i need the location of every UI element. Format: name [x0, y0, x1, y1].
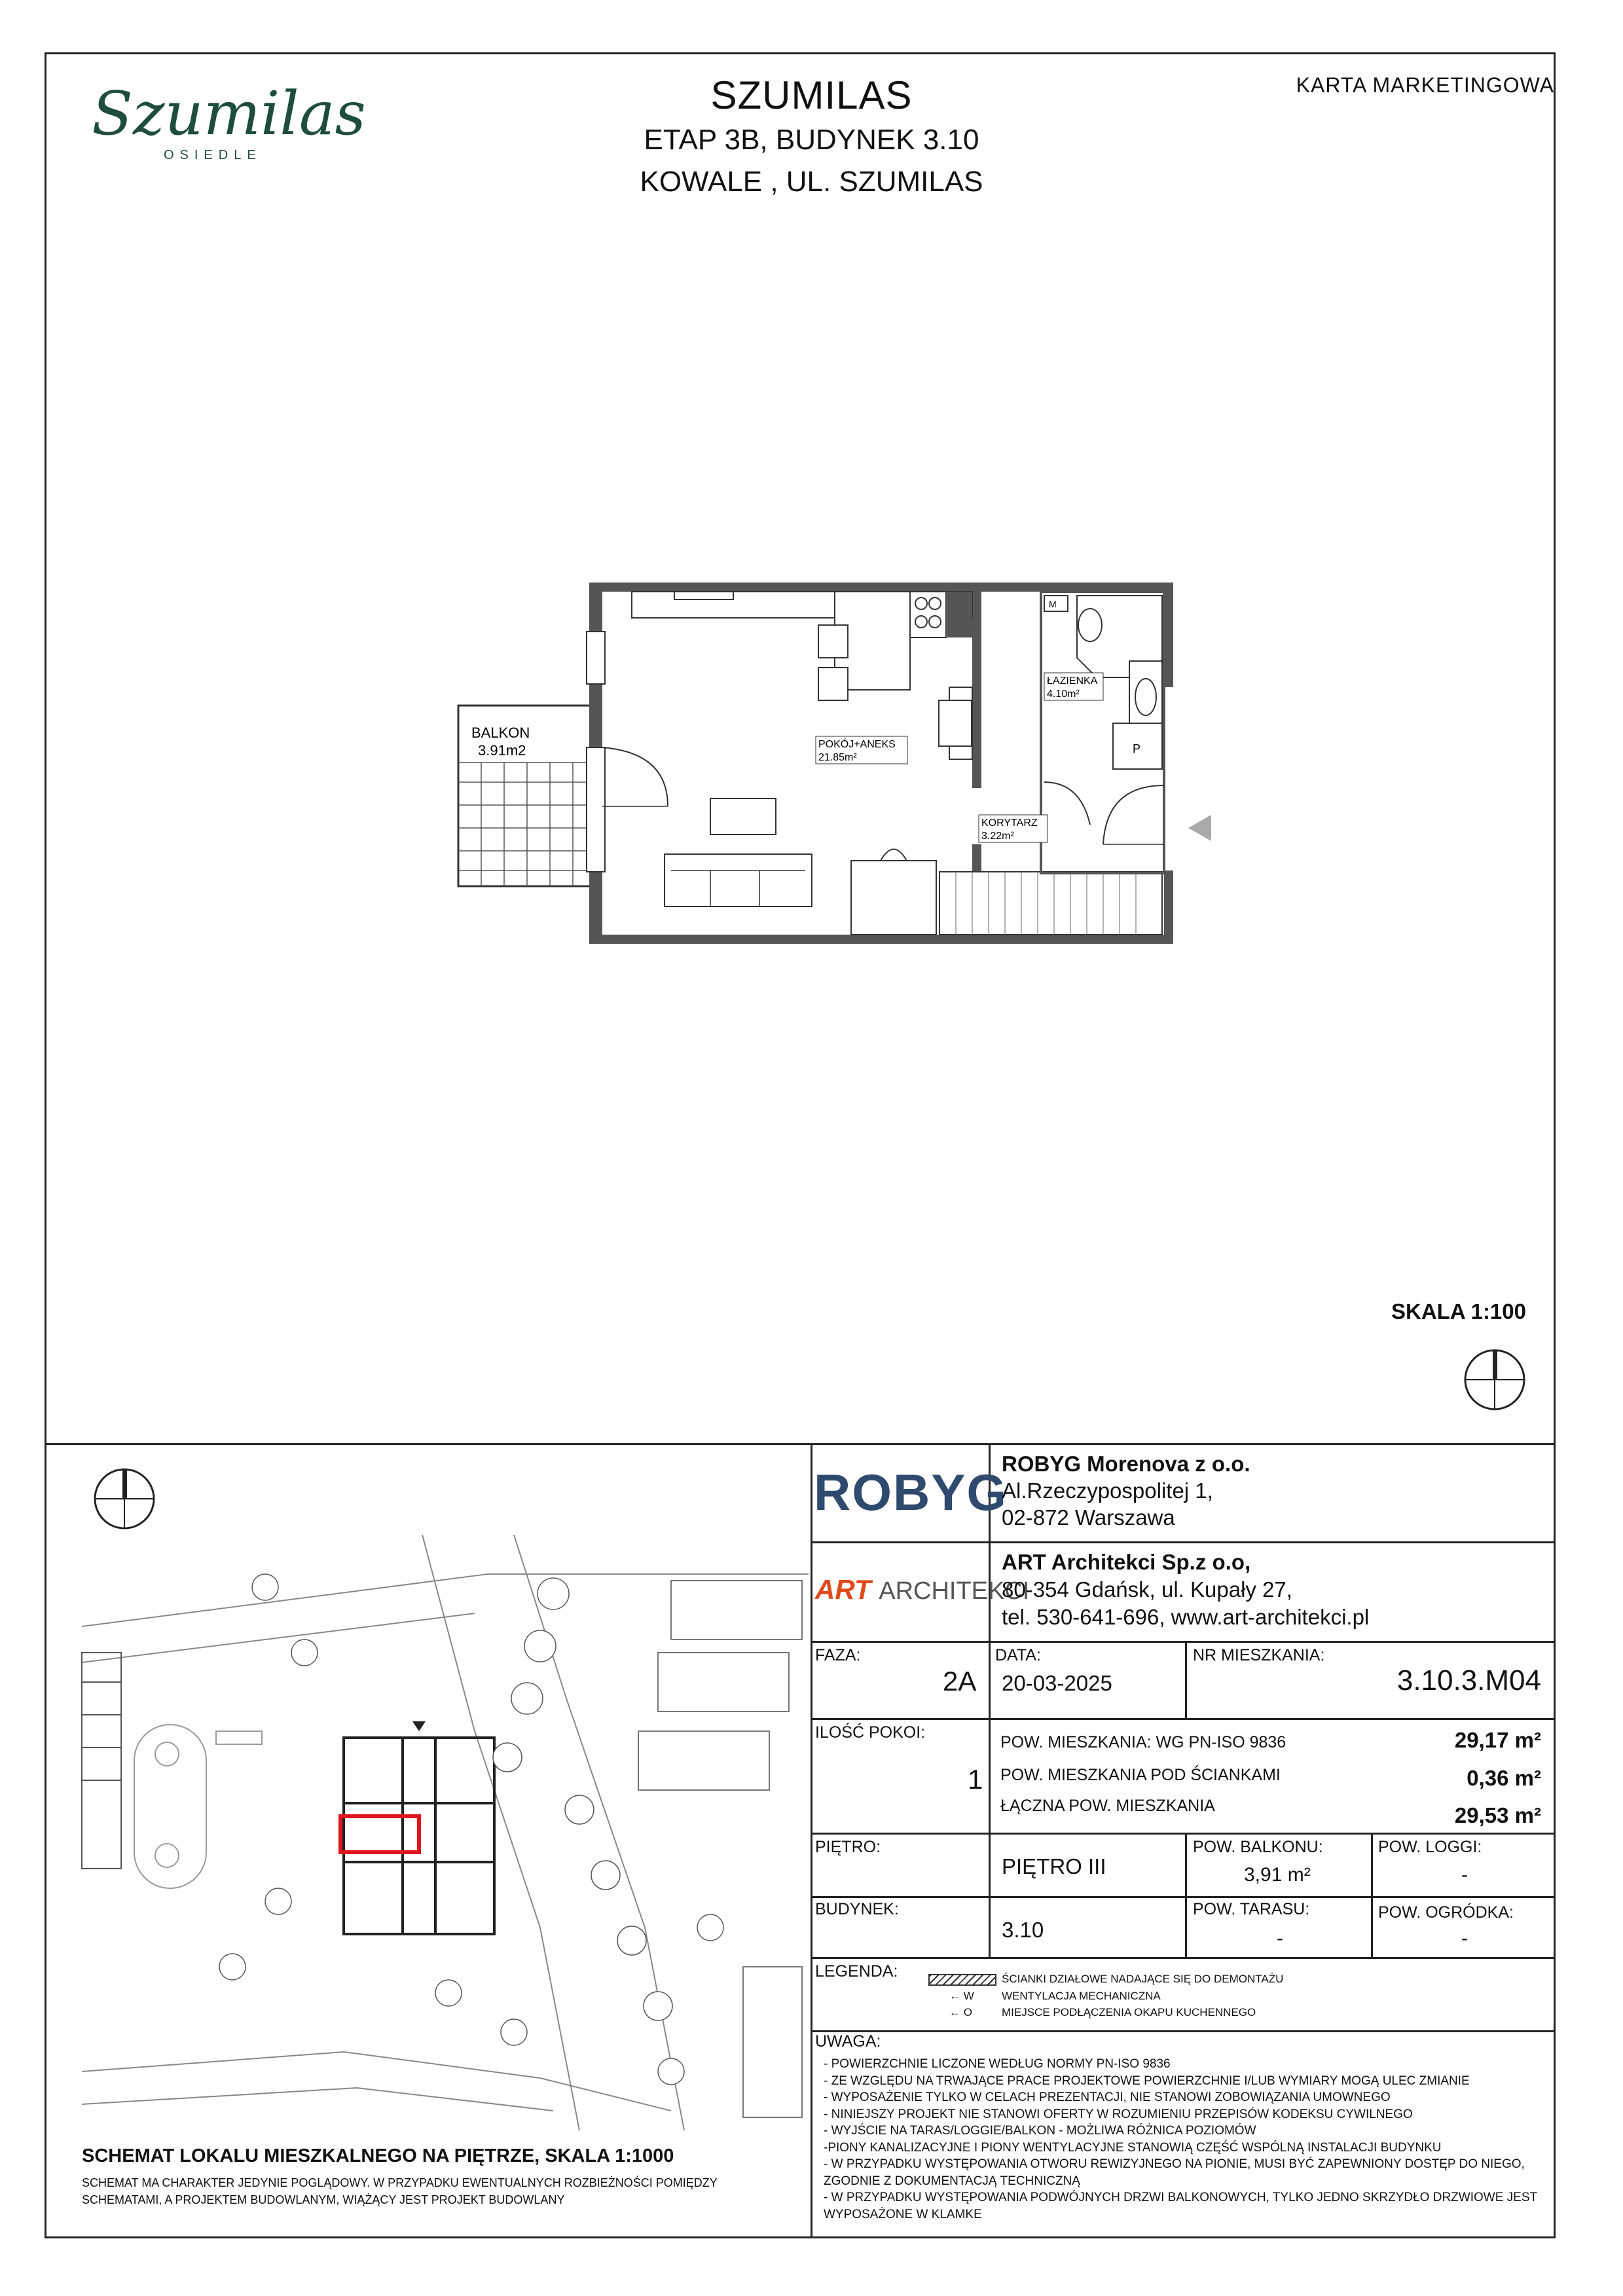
col-line [989, 1718, 991, 1833]
room-area-lazienka: 4.10m² [1047, 689, 1080, 700]
site-plan-map [82, 1535, 809, 2134]
architect-contact: tel. 530-641-696, www.art-architekci.pl [1002, 1605, 1370, 1629]
bottom-split [811, 1443, 812, 2238]
marker-p: P [1133, 742, 1141, 755]
uwaga-label: UWAGA: [815, 2032, 881, 2051]
loggia-value: - [1461, 1864, 1468, 1886]
col-line [1185, 1641, 1187, 1718]
pietro-label: PIĘTRO: [815, 1838, 881, 1856]
art-architekci-logo [815, 1574, 1029, 1605]
marker-m: M [1049, 599, 1057, 609]
architect-name: ART Architekci Sp.z o.o, [1002, 1550, 1251, 1574]
logo-subtext: OSIEDLE [164, 148, 262, 162]
room-name-lazienka: ŁAZIENKA [1047, 675, 1098, 687]
balkon-label: POW. BALKONU: [1193, 1838, 1323, 1856]
floor-plan [452, 563, 1224, 946]
developer-name: ROBYG Morenova z o.o. [1002, 1452, 1250, 1476]
north-arrow-icon [1462, 1347, 1527, 1416]
art-logo-text: ARCHITEKCI [879, 1577, 1030, 1605]
room-name-korytarz: KORYTARZ [981, 817, 1038, 829]
site-plan-note-1: SCHEMAT MA CHARAKTER JEDYNIE POGLĄDOWY. W PRZYPADKU EWENTUALNYCH ROZBIEŻNOŚCI POMIĘDZY [82, 2176, 718, 2189]
loggia-label: POW. LOGGI: [1378, 1838, 1482, 1856]
project-title: SZUMILAS [710, 73, 913, 117]
col-line [989, 1833, 991, 1957]
ogrodek-label: POW. OGRÓDKA: [1378, 1903, 1514, 1922]
pow-mieszkania-value: 29,17 m² [1454, 1728, 1541, 1752]
taras-value: - [1277, 1928, 1283, 1949]
col-line [989, 1641, 991, 1718]
row-line [811, 1541, 1556, 1543]
laczna-value: 29,53 m² [1454, 1803, 1541, 1827]
laczna-label: ŁĄCZNA POW. MIESZKANIA [1000, 1797, 1215, 1815]
scale-label: SKALA 1:100 [1391, 1299, 1526, 1323]
uwaga-line: - W PRZYPADKU WYSTĘPOWANIA OTWORU REWIZYJNEGO NA PIONIE, MUSI BYĆ ZAPEWNIONY DOSTĘP DO NIEGO, [824, 2157, 1525, 2171]
bottom-divider [45, 1443, 1556, 1445]
developer-address-2: 02-872 Warszawa [1002, 1505, 1175, 1530]
legend-item-1: ŚCIANKI DZIAŁOWE NADAJĄCE SIĘ DO DEMONTAŻU [1002, 1973, 1284, 1985]
data-label: DATA: [995, 1646, 1041, 1664]
data-value: 20-03-2025 [1002, 1671, 1112, 1695]
nr-value: 3.10.3.M04 [1396, 1664, 1541, 1696]
project-stage: ETAP 3B, BUDYNEK 3.10 [644, 124, 979, 156]
site-plan-caption: SCHEMAT LOKALU MIESZKALNEGO NA PIĘTRZE, SKALA 1:1000 [82, 2145, 674, 2166]
col-line [1371, 1833, 1373, 1957]
uwaga-line: - POWIERZCHNIE LICZONE WEDŁUG NORMY PN-ISO 9836 [824, 2057, 1171, 2071]
pow-pod-label: POW. MIESZKANIA POD ŚCIANKAMI [1000, 1766, 1281, 1784]
row-line [811, 1833, 1556, 1835]
taras-label: POW. TARASU: [1193, 1900, 1310, 1918]
architect-address: 80-354 Gdańsk, ul. Kupały 27, [1002, 1577, 1292, 1602]
uwaga-line: - WYJŚCIE NA TARAS/LOGGIE/BALKON - MOŻLIWA RÓŻNICA POZIOMÓW [824, 2124, 1256, 2138]
legend-arrow-o: ← O [949, 2006, 972, 2018]
room-area-pokoj: 21.85m² [818, 752, 857, 763]
room-area-korytarz: 3.22m² [981, 831, 1014, 842]
budynek-label: BUDYNEK: [815, 1900, 899, 1918]
art-logo-mark: ART [815, 1574, 871, 1605]
balcony-area: 3.91m2 [478, 742, 526, 759]
site-plan-note-2: SCHEMATAMI, A PROJEKTEM BUDOWLANYM, WIĄŻĄCY JEST PROJEKT BUDOWLANY [82, 2193, 565, 2206]
uwaga-line: WYPOSAŻONE W KLAMKE [824, 2207, 982, 2221]
robyg-logo: ROBYG [814, 1463, 1008, 1521]
budynek-value: 3.10 [1002, 1918, 1044, 1942]
site-north-arrow-icon [92, 1466, 157, 1535]
pokoje-label: ILOŚĆ POKOI: [815, 1723, 926, 1742]
uwaga-line: - NINIEJSZY PROJEKT NIE STANOWI OFERTY W ROZUMIENIU PRZEPISÓW KODEKSU CYWILNEGO [824, 2107, 1413, 2121]
row-line [811, 1957, 1556, 1959]
balkon-value: 3,91 m² [1244, 1864, 1311, 1886]
project-address: KOWALE , UL. SZUMILAS [640, 166, 983, 198]
pow-mieszkania-label: POW. MIESZKANIA: WG PN-ISO 9836 [1000, 1733, 1286, 1751]
room-name-pokoj: POKÓJ+ANEKS [818, 739, 896, 750]
uwaga-line: - ZE WZGLĘDU NA TRWAJĄCE PRACE PROJEKTOWE POWIERZCHNIE I/LUB WYMIARY MOGĄ ULEC ZMIANIE [824, 2073, 1470, 2088]
pokoje-value: 1 [968, 1764, 983, 1795]
nr-label: NR MIESZKANIA: [1193, 1646, 1325, 1664]
document-type: KARTA MARKETINGOWA [1296, 73, 1554, 97]
uwaga-line: - WYPOSAŻENIE TYLKO W CELACH PREZENTACJI, NIE STANOWI ZOBOWIĄZANIA UMOWNEGO [824, 2090, 1391, 2104]
pow-pod-value: 0,36 m² [1467, 1766, 1541, 1790]
legend-item-3: MIEJSCE PODŁĄCZENIA OKAPU KUCHENNEGO [1002, 2006, 1256, 2018]
uwaga-line: - W PRZYPADKU WYSTĘPOWANIA PODWÓJNYCH DRZWI BALKONOWYCH, TYLKO JEDNO SKRZYDŁO DRZWIOWE JEST [824, 2191, 1538, 2204]
legend-item-2: WENTYLACJA MECHANICZNA [1002, 1990, 1161, 2002]
uwaga-list [824, 2056, 1537, 2223]
legend-hatch-icon [928, 1974, 996, 1986]
developer-address-1: Al.Rzeczypospolitej 1, [1002, 1479, 1213, 1503]
uwaga-line: ZGODNIE Z DOKUMENTACJĄ TECHNICZNĄ [824, 2174, 1080, 2188]
row-line [811, 2030, 1556, 2032]
col-line [1185, 1833, 1187, 1957]
ogrodek-value: - [1461, 1928, 1468, 1949]
balcony-label: BALKON [471, 725, 530, 741]
faza-label: FAZA: [815, 1646, 861, 1664]
row-line [811, 1641, 1556, 1643]
faza-value: 2A [943, 1666, 977, 1696]
legend-label: LEGENDA: [815, 1962, 898, 1981]
legend-arrow-w: ← W [949, 1990, 974, 2002]
row-line [811, 1718, 1556, 1720]
pietro-value: PIĘTRO III [1002, 1854, 1106, 1878]
logo-script-text: Szumilas [92, 79, 366, 149]
row-line [811, 1896, 1556, 1898]
uwaga-line: -PIONY KANALIZACYJNE I PIONY WENTYLACYJNE STANOWIĄ CZĘŚĆ WSPÓLNĄ INSTALACJI BUDYNKU [824, 2140, 1442, 2155]
